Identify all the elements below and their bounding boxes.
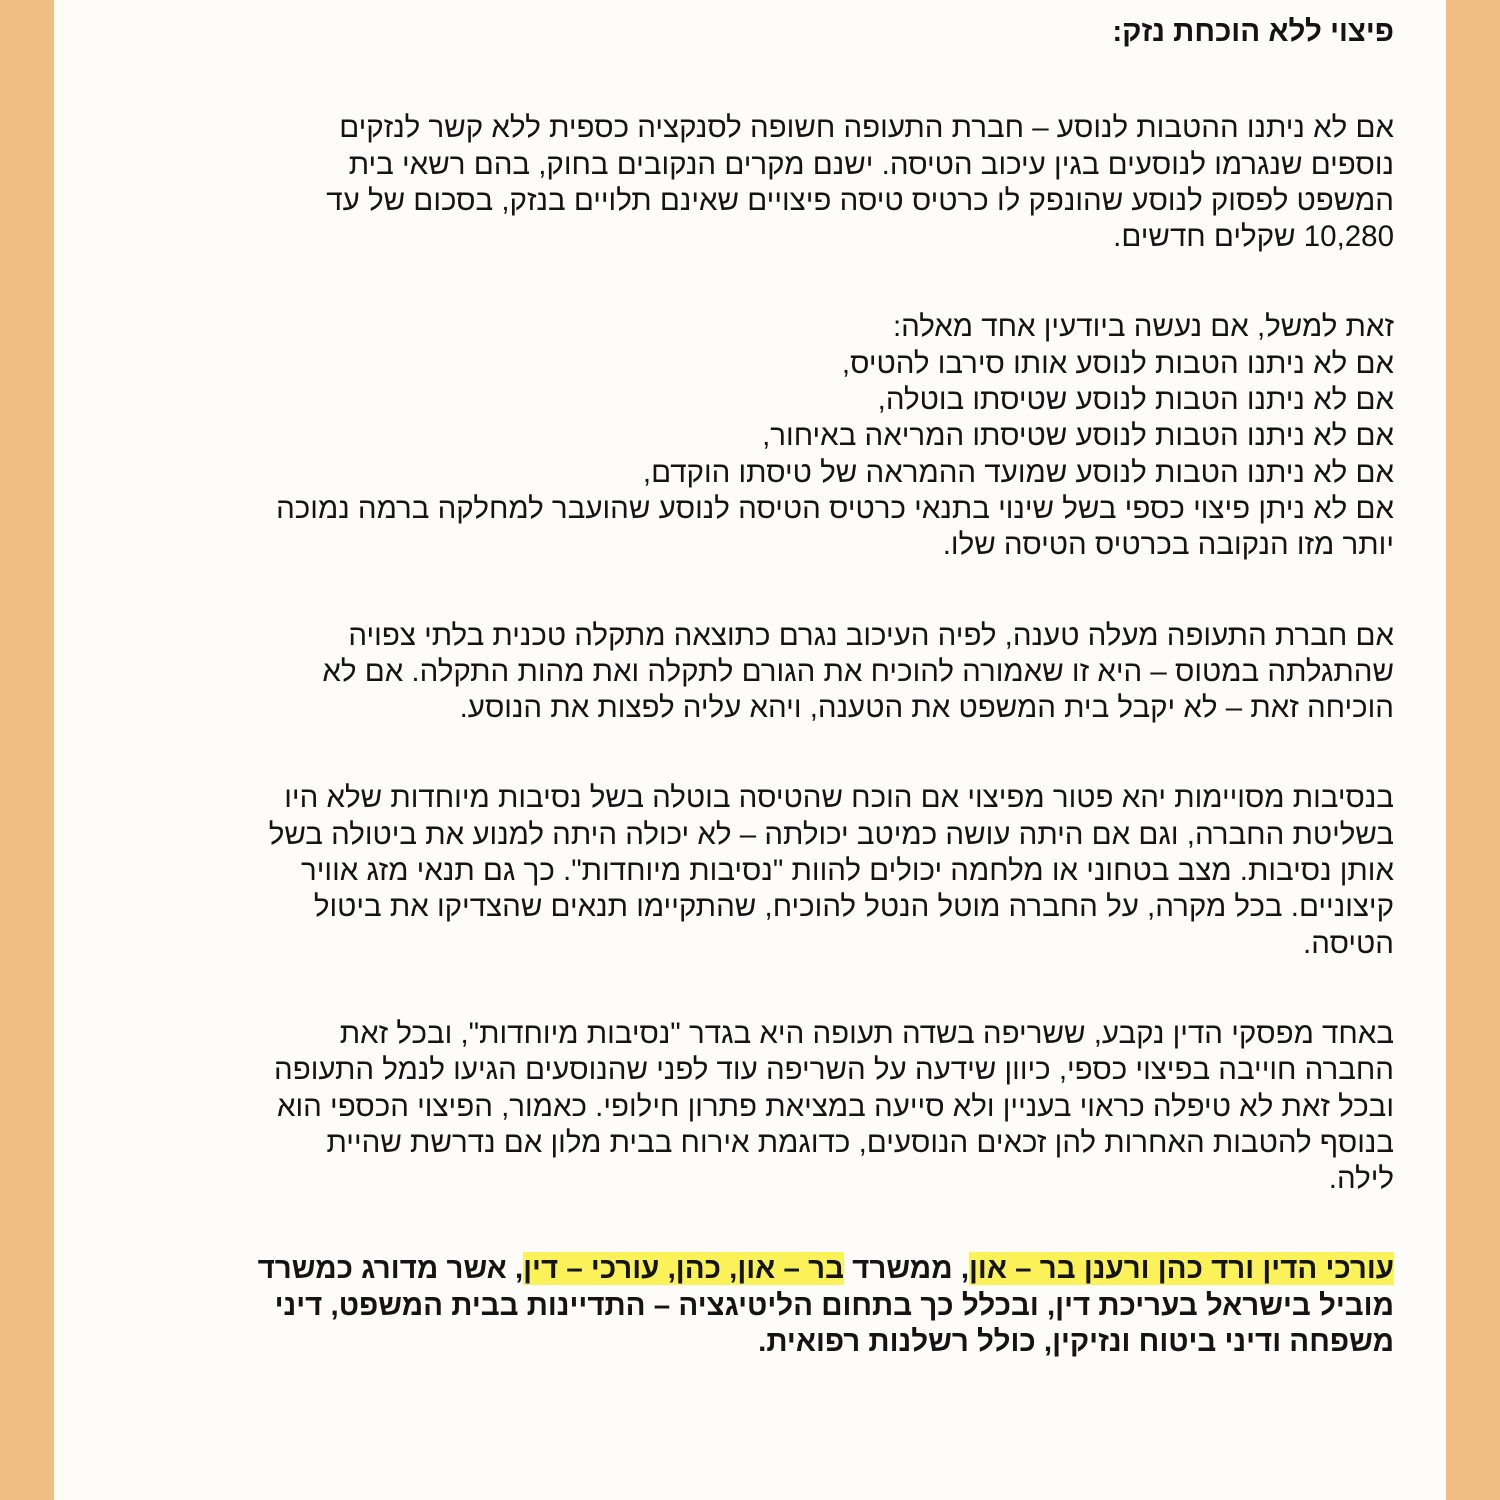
text-line: ובכל זאת לא טיפלה כראוי בעניין ולא סייעה במציאת פתרון חילופי. כאמור, הפיצוי הכספי הוא <box>276 1089 1394 1123</box>
text-line: קיצוניים. בכל מקרה, על החברה מוטל הנטל להוכיח, שהתקיימו תנאים שהצדיקו את ביטול <box>313 890 1394 924</box>
highlighted-firm-name: בר – און, כהן, עורכי – דין <box>523 1252 844 1286</box>
list-item: אם לא ניתן פיצוי כספי בשל שינוי בתנאי כרטיס הטיסה לנוסע שהועבר למחלקה ברמה נמוכה <box>276 491 1394 525</box>
text-line: מוביל בישראל בעריכת דין, ובכלל כך בתחום הליטיגציה – התדיינות בבית המשפט, דיני <box>274 1288 1394 1322</box>
text-line: בנוסף להטבות האחרות להן זכאים הנוסעים, כדוגמת אירוח בבית מלון אם נדרשת שהיית <box>326 1125 1394 1159</box>
text-line: המשפט לפסוק לנוסע שהונפק לו כרטיס טיסה פיצויים שאינם תלויים בנזק, בסכום של עד <box>326 183 1394 217</box>
text-line: הטיסה. <box>1303 926 1394 960</box>
text-segment: , ממשרד <box>843 1252 970 1286</box>
text-line: החברה חוייבה בפיצוי כספי, כיוון שידעה על השריפה עוד לפני שהנוסעים הגיעו לנמל התעופה <box>274 1053 1394 1087</box>
list-item: אם לא ניתנו הטבות לנוסע שמועד ההמראה של טיסתו הוקדם, <box>642 455 1394 489</box>
document-page <box>54 0 1446 1500</box>
page-title: פיצוי ללא הוכחת נזק: <box>1112 15 1394 48</box>
text-line: זאת למשל, אם נעשה ביודעין אחד מאלה: <box>892 310 1394 344</box>
list-item: אם לא ניתנו הטבות לנוסע שטיסתו בוטלה, <box>877 383 1394 417</box>
list-item: אם לא ניתנו הטבות לנוסע שטיסתו המריאה באיחור, <box>762 419 1394 453</box>
highlighted-lawyer-names: עורכי הדין ורד כהן ורענן בר – און <box>969 1252 1394 1286</box>
paragraph-court-ruling <box>84 1016 1394 1197</box>
document-content <box>84 14 1394 1360</box>
list-item: אם לא ניתנו הטבות לנוסע אותו סירבו להטיס, <box>841 346 1394 380</box>
text-line: אותן נסיבות. מצב בטחוני או מלחמה יכולים להוות "נסיבות מיוחדות". כך גם תנאי מזג אוויר <box>301 854 1394 888</box>
text-line <box>84 1251 1394 1287</box>
text-line: אם לא ניתנו ההטבות לנוסע – חברת התעופה חשופה לסנקציה כספית ללא קשר לנזקים <box>339 111 1394 145</box>
paragraph-law-firm <box>84 1251 1394 1360</box>
text-line: שהתגלתה במטוס – היא זו שאמורה להוכיח את הגורם לתקלה ואת מהות התקלה. אם לא <box>322 654 1394 688</box>
text-line: הוכיחה זאת – לא יקבל בית המשפט את הטענה, ויהא עליה לפצות את הנוסע. <box>459 691 1394 725</box>
paragraph-technical-fault <box>84 618 1394 727</box>
paragraph-compensation <box>84 110 1394 255</box>
paragraph-special-circumstances <box>84 780 1394 961</box>
text-line: בשליטת החברה, וגם אם היתה עושה כמיטב יכולתה – לא יכולה היתה למנוע את ביטולה בשל <box>268 817 1394 851</box>
text-line: נוספים שנגרמו לנוסעים בגין עיכוב הטיסה. ישנם מקרים הנקובים בחוק, בהם רשאי בית <box>348 147 1394 181</box>
text-line: אם חברת התעופה מעלה טענה, לפיה העיכוב נגרם כתוצאה מתקלה טכנית בלתי צפויה <box>348 618 1394 652</box>
text-line: בנסיבות מסויימות יהא פטור מפיצוי אם הוכח שהטיסה בוטלה בשל נסיבות מיוחדות שלא היו <box>284 781 1394 815</box>
text-line: 10,280 שקלים חדשים. <box>1113 220 1394 254</box>
text-line: משפחה ודיני ביטוח ונזיקין, כולל רשלנות רפואית. <box>758 1325 1394 1359</box>
text-segment: , אשר מדורג כמשרד <box>257 1252 524 1286</box>
text-line: באחד מפסקי הדין נקבע, ששריפה בשדה תעופה היא בגדר "נסיבות מיוחדות", ובכל זאת <box>339 1016 1394 1050</box>
text-line: לילה. <box>1328 1162 1394 1196</box>
paragraph-examples-list <box>84 309 1394 563</box>
list-item: יותר מזו הנקובה בכרטיס הטיסה שלו. <box>942 528 1394 562</box>
